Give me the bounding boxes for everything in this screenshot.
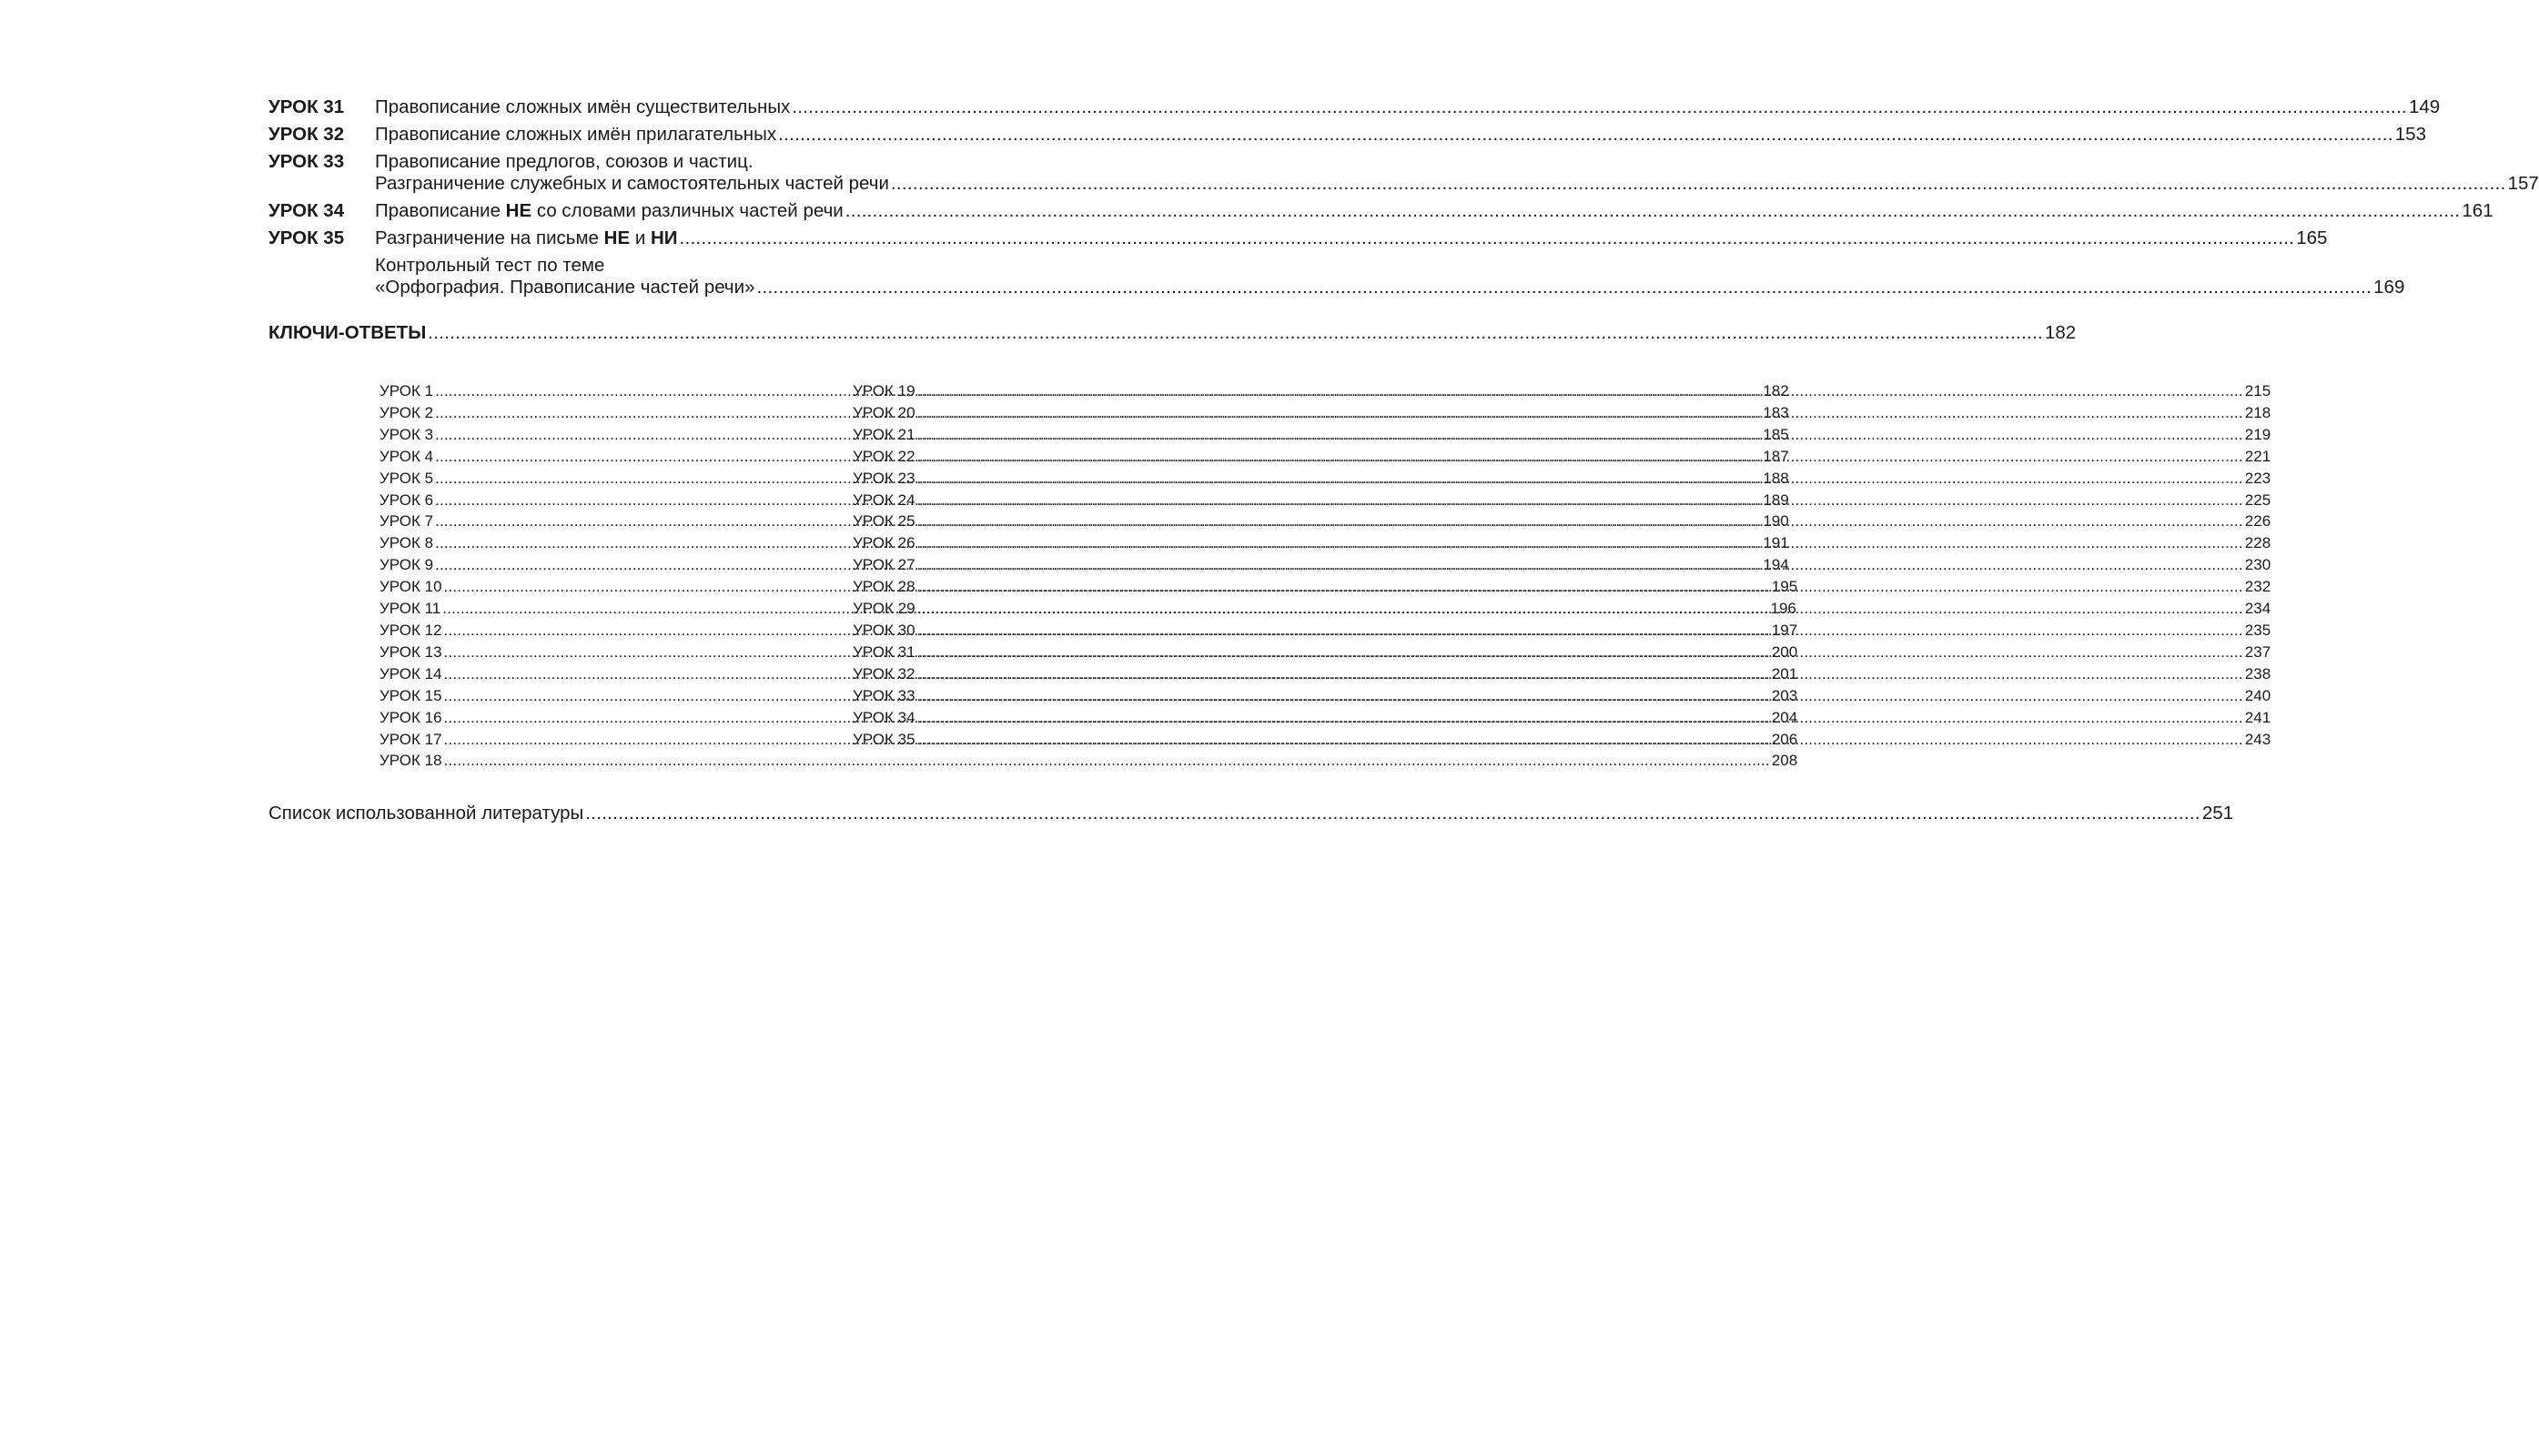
key-page-number: 197 (1771, 621, 1798, 639)
key-lesson-label: УРОК 20 (853, 403, 915, 421)
page-number: 157 (2507, 173, 2539, 194)
key-lesson-label: УРОК 29 (853, 600, 915, 618)
key-page-number: 218 (2244, 403, 2271, 421)
key-lesson-label: УРОК 28 (853, 578, 915, 596)
dot-leader (917, 424, 2243, 446)
key-page-number: 191 (1763, 534, 1789, 552)
key-lesson-label: УРОК 15 (379, 686, 442, 704)
key-lesson-label: УРОК 7 (379, 512, 434, 531)
entry-line (375, 151, 1110, 173)
key-page-number: 240 (2244, 686, 2271, 704)
dot-leader (917, 554, 2243, 576)
dot-leader (917, 468, 2243, 490)
key-lesson-label: УРОК 24 (853, 490, 915, 509)
dot-leader (917, 402, 2243, 424)
lesson-label: УРОК 31 (268, 96, 345, 117)
emphasized-text: НЕ (505, 200, 532, 221)
key-page-number: 223 (2244, 469, 2271, 487)
key-lesson-label: УРОК 2 (379, 403, 434, 421)
title-text: со словами различных частей речи (531, 200, 844, 221)
dot-leader (917, 729, 2243, 751)
dot-leader (917, 598, 2243, 620)
keys-section-title: КЛЮЧИ-ОТВЕТЫ (268, 322, 427, 343)
lesson-label: УРОК 35 (268, 228, 345, 248)
key-page-number: 196 (1770, 600, 1796, 618)
key-lesson-label: УРОК 31 (853, 642, 915, 661)
keys-section-page: 182 (2044, 322, 2077, 343)
key-lesson-label: УРОК 14 (379, 664, 442, 682)
table-of-contents (268, 96, 2539, 344)
key-lesson-label: УРОК 6 (379, 490, 434, 509)
key-lesson-label: УРОК 8 (379, 534, 434, 552)
dot-leader (917, 707, 2243, 729)
lesson-list (268, 96, 2539, 298)
title-text: Правописание сложных имён прилагательных (375, 124, 777, 145)
page-number: 165 (2296, 228, 2328, 248)
key-page-number: 238 (2244, 664, 2271, 682)
page-number: 169 (2373, 277, 2405, 298)
dot-leader (917, 685, 2243, 707)
toc-entry[interactable] (268, 96, 2441, 118)
entry-line (375, 228, 2328, 249)
key-lesson-label: УРОК 5 (379, 469, 434, 487)
key-page-number: 243 (2244, 730, 2271, 748)
dot-leader (428, 322, 2043, 344)
key-page-number: 241 (2244, 708, 2271, 726)
dot-leader (444, 750, 1770, 772)
key-page-number: 190 (1763, 512, 1789, 531)
key-page-number: 215 (2244, 382, 2271, 399)
toc-entry[interactable] (268, 124, 2426, 146)
key-lesson-label: УРОК 16 (379, 708, 442, 726)
title-text: и (630, 228, 651, 248)
key-page-number: 204 (1771, 708, 1798, 726)
toc-entry[interactable] (268, 200, 2493, 222)
entry-body (375, 200, 2493, 222)
entry-title (375, 124, 776, 146)
title-text: Правописание предлогов, союзов и частиц. (375, 151, 754, 172)
dot-leader (917, 620, 2243, 642)
key-lesson-label: УРОК 27 (853, 556, 915, 574)
key-lesson-label: УРОК 13 (379, 642, 442, 661)
dot-leader (917, 490, 2243, 511)
dot-leader (585, 803, 2200, 824)
dot-leader (917, 380, 2243, 402)
key-page-number: 203 (1771, 686, 1798, 704)
key-lesson-label: УРОК 12 (379, 621, 442, 639)
dot-leader (917, 532, 2243, 554)
title-text: Разграничение на письме (375, 228, 604, 248)
entry-line (375, 124, 2426, 146)
dot-leader (917, 642, 2243, 663)
dot-leader (917, 576, 2243, 598)
bibliography-page: 251 (2201, 803, 2234, 824)
key-page-number: 228 (2244, 534, 2271, 552)
entry-line (375, 255, 1110, 277)
entry-body (375, 151, 2539, 195)
key-page-number: 183 (1763, 403, 1789, 421)
key-lesson-label: УРОК 18 (379, 752, 442, 770)
key-entry[interactable] (379, 750, 1798, 772)
lesson-label: УРОК 32 (268, 124, 345, 145)
lesson-label (268, 255, 375, 298)
toc-entry[interactable] (268, 151, 2539, 195)
key-lesson-label: УРОК 25 (853, 512, 915, 531)
key-page-number: 195 (1771, 578, 1798, 596)
key-page-number: 185 (1763, 425, 1789, 443)
lesson-label: УРОК 34 (268, 200, 345, 221)
key-page-number: 225 (2244, 490, 2271, 509)
entry-line (375, 96, 2441, 118)
key-lesson-label: УРОК 35 (853, 730, 915, 748)
toc-entry[interactable] (268, 255, 2405, 298)
entry-title (375, 255, 604, 277)
key-page-number: 235 (2244, 621, 2271, 639)
entry-line (375, 277, 2405, 298)
page-number: 153 (2394, 124, 2426, 145)
title-text: Разграничение служебных и самостоятельных частей речи (375, 173, 889, 194)
key-lesson-label: УРОК 1 (379, 382, 434, 399)
key-page-number: 188 (1763, 469, 1789, 487)
key-lesson-label: УРОК 34 (853, 708, 915, 726)
entry-title (375, 277, 754, 298)
title-text: Правописание (375, 200, 506, 221)
key-lesson-label: УРОК 10 (379, 578, 442, 596)
dot-leader (778, 124, 2393, 146)
dot-leader (792, 96, 2407, 118)
key-lesson-label: УРОК 17 (379, 730, 442, 748)
key-page-number: 201 (1771, 664, 1798, 682)
key-page-number: 221 (2244, 447, 2271, 465)
title-text: Правописание сложных имён существительных (375, 96, 791, 117)
toc-entry[interactable] (268, 228, 2328, 249)
entry-title (375, 151, 754, 173)
key-page-number: 182 (1763, 382, 1789, 399)
entry-body (375, 124, 2426, 146)
key-page-number: 234 (2244, 600, 2271, 618)
dot-leader (845, 200, 2461, 222)
entry-title (375, 173, 889, 195)
key-lesson-label: УРОК 4 (379, 447, 434, 465)
key-lesson-label: УРОК 32 (853, 664, 915, 682)
key-lesson-label: УРОК 23 (853, 469, 915, 487)
dot-leader (891, 173, 2506, 195)
bibliography-entry[interactable] (268, 803, 2234, 824)
key-page-number: 189 (1763, 490, 1789, 509)
keys-section-entry[interactable] (268, 322, 2077, 344)
key-page-number: 187 (1763, 447, 1789, 465)
key-page-number: 219 (2244, 425, 2271, 443)
page-number: 149 (2409, 96, 2441, 117)
emphasized-text: НЕ (603, 228, 631, 248)
entry-line (375, 200, 2493, 222)
key-lesson-label: УРОК 19 (853, 382, 915, 399)
dot-leader (680, 228, 2295, 249)
key-page-number: 206 (1771, 730, 1798, 748)
bibliography-title: Список использованной литературы (268, 803, 584, 824)
dot-leader (917, 446, 2243, 468)
key-page-number: 237 (2244, 642, 2271, 661)
title-text: «Орфография. Правописание частей речи» (375, 277, 755, 298)
key-page-number: 208 (1771, 752, 1798, 770)
entry-title (375, 200, 844, 222)
entry-body (375, 228, 2328, 249)
keys-index (379, 380, 2271, 781)
entry-body (375, 96, 2441, 118)
entry-title (375, 228, 678, 249)
entry-title (375, 96, 790, 118)
key-page-number: 232 (2244, 578, 2271, 596)
dot-leader (917, 511, 2243, 532)
key-page-number: 200 (1771, 642, 1798, 661)
key-page-number: 226 (2244, 512, 2271, 531)
title-text: Контрольный тест по теме (375, 255, 605, 276)
emphasized-text: НИ (650, 228, 678, 248)
entry-line (375, 173, 2539, 195)
lesson-label: УРОК 33 (268, 151, 345, 172)
key-lesson-label: УРОК 21 (853, 425, 915, 443)
entry-body (375, 255, 2405, 298)
key-lesson-label: УРОК 26 (853, 534, 915, 552)
key-lesson-label: УРОК 30 (853, 621, 915, 639)
key-page-number: 194 (1763, 556, 1789, 574)
key-lesson-label: УРОК 22 (853, 447, 915, 465)
key-lesson-label: УРОК 11 (379, 600, 441, 618)
dot-leader (917, 663, 2243, 685)
key-page-number: 230 (2244, 556, 2271, 574)
key-lesson-label: УРОК 33 (853, 686, 915, 704)
page-number: 161 (2462, 200, 2493, 221)
key-lesson-label: УРОК 3 (379, 425, 434, 443)
dot-leader (756, 277, 2372, 298)
key-lesson-label: УРОК 9 (379, 556, 434, 574)
